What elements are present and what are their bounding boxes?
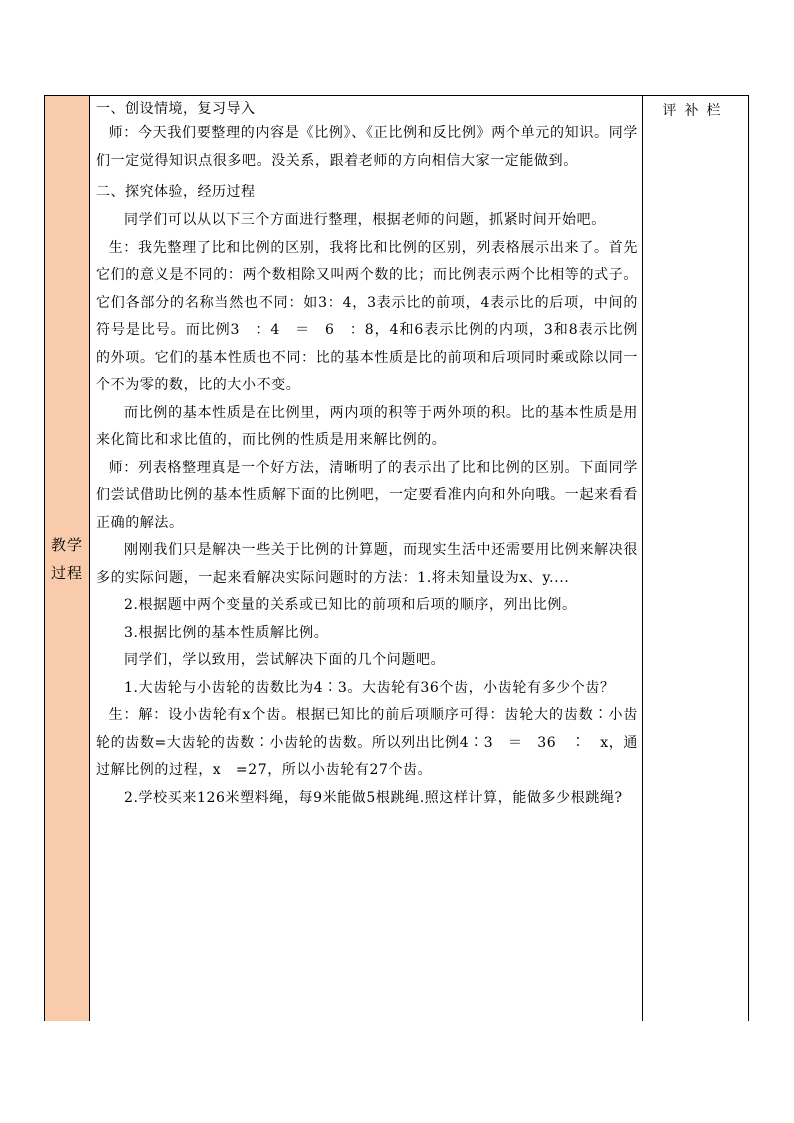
notes-column-cell	[643, 96, 749, 1022]
paragraph-step-3: 3.根据比例的基本性质解比例。	[124, 624, 329, 641]
paragraph-solution-1: 生：解：设小齿轮有x个齿。根据已知比的前后项顺序可得：齿轮大的齿数∶小齿轮的齿数=大齿轮的齿数∶小齿轮的齿数。所以列出比例4∶3 ＝ 36 ∶ x，通过解比例的过程，x =27，所以小齿轮有27个齿。	[96, 707, 638, 778]
heading-review-intro: 一、创设情境，复习导入	[96, 101, 256, 117]
paragraph-student-ratio-vs-proportion: 生：我先整理了比和比例的区别，我将比和比例的区别，列表格展示出来了。首先它们的意义是不同的：两个数相除又叫两个数的比；而比例表示两个比相等的式子。它们各部分的名称当然也不同：如3：4，3表示比的前项，4表示比的后项，中间的符号是比号。而比例3 ：4 ＝ 6 ：8，4和6表示比例的内项，3和8表示比例的外项。它们的基本性质也不同：比的基本性质是比的前项和后项同时乘或除以同一个不为零的数，比的大小不变。	[96, 239, 638, 393]
heading-explore: 二、探究体验，经历过程	[96, 184, 256, 200]
paragraph-proportion-property: 而比例的基本性质是在比例里，两内项的积等于两外项的积。比的基本性质是用来化简比和求比值的，而比例的性质是用来解比例的。	[96, 404, 638, 448]
paragraph-three-aspects: 同学们可以从以下三个方面进行整理，根据老师的问题，抓紧时间开始吧。	[124, 212, 606, 228]
main-content-cell	[90, 96, 643, 1022]
section-label-line1: 教学	[50, 535, 83, 554]
section-label-cell	[45, 96, 90, 1022]
teaching-process-row	[45, 96, 749, 1022]
paragraph-teacher-intro: 师：今天我们要整理的内容是《比例》、《正比例和反比例》两个单元的知识。同学们一定觉得知识点很多吧。没关系，跟着老师的方向相信大家一定能做到。	[96, 125, 638, 169]
paragraph-teacher-table-method: 师：列表格整理真是一个好方法，清晰明了的表示出了比和比例的区别。下面同学们尝试借助比例的基本性质解下面的比例吧，一定要看准内向和外向哦。一起来看看正确的解法。	[96, 459, 638, 531]
paragraph-problem-2: 2.学校买来126米塑料绳，每9米能做5根跳绳.照这样计算，能做多少根跳绳?	[124, 789, 623, 806]
paragraph-real-problems: 刚刚我们只是解决一些关于比例的计算题，而现实生活中还需要用比例来解决很多的实际问题，一起来看解决实际问题时的方法：1.将未知量设为x、y....	[96, 542, 638, 586]
notes-column-header: 评补栏	[662, 103, 729, 119]
paragraph-step-2: 2.根据题中两个变量的关系或已知比的前项和后项的顺序，列出比例。	[124, 597, 577, 613]
lesson-plan-table	[44, 95, 749, 1021]
paragraph-try-problems: 同学们，学以致用，尝试解决下面的几个问题吧。	[124, 652, 446, 668]
section-label-line2: 过程	[50, 563, 83, 582]
paragraph-problem-1: 1.大齿轮与小齿轮的齿数比为4∶3。大齿轮有36个齿，小齿轮有多少个齿？	[124, 679, 615, 696]
